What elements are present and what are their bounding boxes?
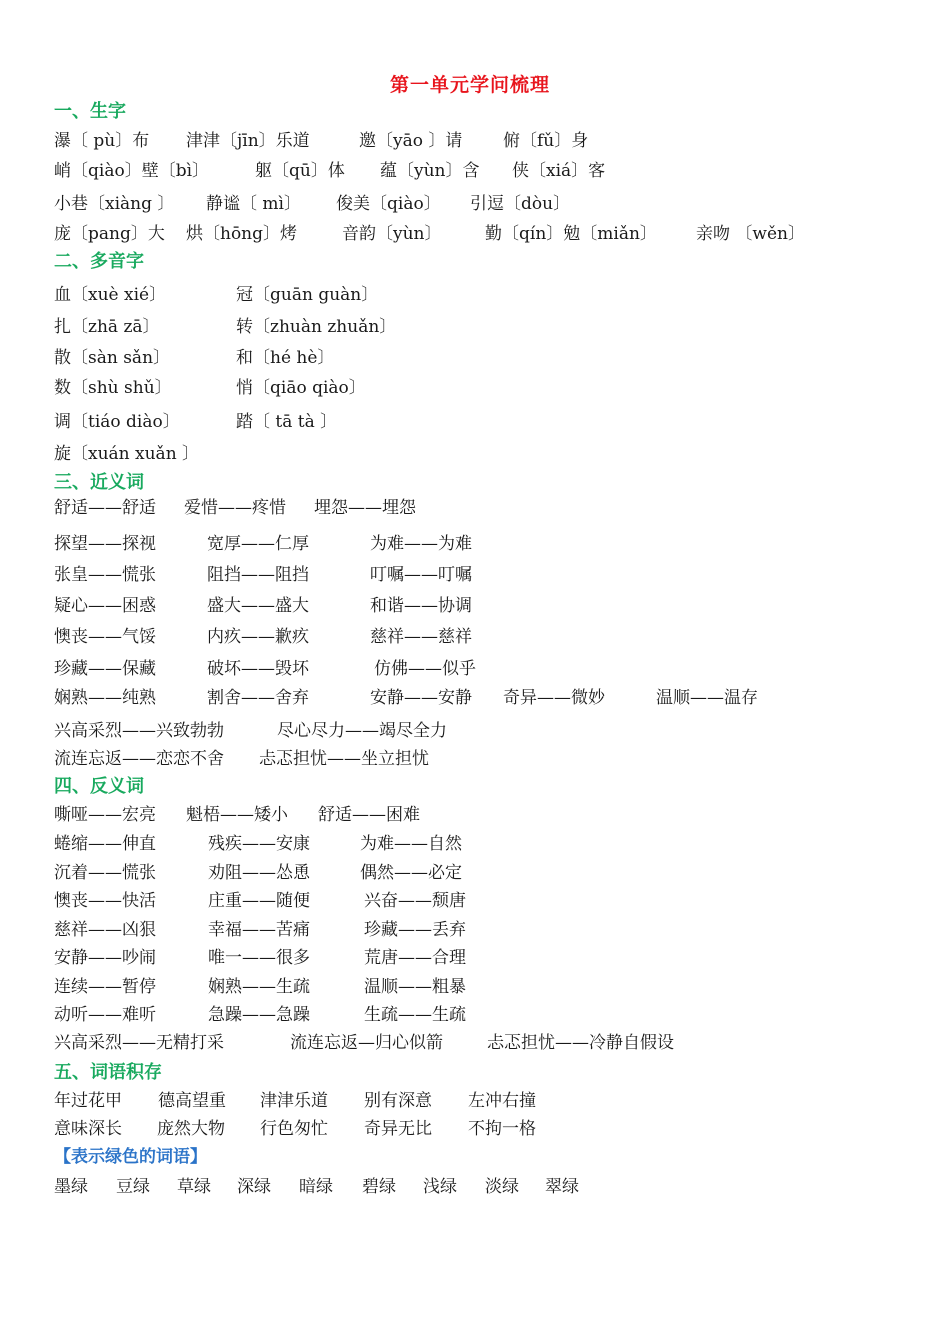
entry-item: 转〔zhuàn zhuǎn〕 <box>236 317 397 337</box>
entry-item: 调〔tiáo diào〕 <box>54 412 180 432</box>
section-fanyici-row <box>54 945 934 971</box>
entry-item: 墨绿 <box>54 1177 88 1197</box>
entry-item: 别有深意 <box>364 1091 432 1111</box>
entry-item: 仿佛——似乎 <box>374 659 476 679</box>
entry-item: 珍藏——丢弃 <box>364 920 466 940</box>
section-fanyici-row <box>54 1030 934 1056</box>
entry-item: 暗绿 <box>299 1177 333 1197</box>
entry-item: 为难——为难 <box>370 534 472 554</box>
entry-item: 魁梧——矮小 <box>186 805 288 825</box>
section-jinyici-row <box>54 718 934 744</box>
entry-item: 勤〔qín〕勉〔miǎn〕 <box>485 224 657 244</box>
entry-item: 行色匆忙 <box>260 1119 328 1139</box>
section-duoyinzi-row <box>54 409 934 435</box>
entry-item: 探望——探视 <box>54 534 156 554</box>
entry-item: 蕴〔yùn〕含 <box>380 161 480 181</box>
entry-item: 宽厚——仁厚 <box>207 534 309 554</box>
entry-item: 德高望重 <box>158 1091 226 1111</box>
entry-item: 忐忑担忧——坐立担忧 <box>259 749 429 769</box>
entry-item: 兴奋——颓唐 <box>364 891 466 911</box>
entry-item: 旋〔xuán xuǎn 〕 <box>54 444 200 464</box>
section-jinyici-row <box>54 495 934 521</box>
entry-item: 懊丧——快活 <box>54 891 156 911</box>
section-duoyinzi-row <box>54 375 934 401</box>
entry-item: 血〔xuè xié〕 <box>54 285 167 305</box>
entry-item: 翠绿 <box>545 1177 579 1197</box>
entry-item: 俊美〔qiào〕 <box>336 194 441 214</box>
entry-item: 邀〔yāo 〕请 <box>359 131 463 151</box>
section-jinyici-row <box>54 562 934 588</box>
section-fanyici-row <box>54 888 934 914</box>
entry-item: 阻挡——阻挡 <box>207 565 309 585</box>
page-title: 第一单元学问梳理 <box>389 74 550 96</box>
section-shengzi-row <box>54 191 934 217</box>
section-lvse-ciyu-row <box>54 1174 934 1200</box>
section-fanyici-row <box>54 860 934 886</box>
entry-item: 庄重——随便 <box>208 891 310 911</box>
entry-item: 舒适——困难 <box>318 805 420 825</box>
entry-item: 动听——难听 <box>54 1005 156 1025</box>
entry-item: 碧绿 <box>362 1177 396 1197</box>
entry-item: 安静——安静 <box>370 688 472 708</box>
entry-item: 珍藏——保藏 <box>54 659 156 679</box>
entry-item: 为难——自然 <box>360 834 462 854</box>
entry-item: 小巷〔xiàng 〕 <box>54 194 175 214</box>
entry-item: 和〔hé hè〕 <box>236 348 335 368</box>
section-duoyinzi-row <box>54 441 934 467</box>
section-duoyinzi-row <box>54 282 934 308</box>
entry-item: 瀑〔 pù〕布 <box>54 131 150 151</box>
entry-item: 津津乐道 <box>260 1091 328 1111</box>
entry-item: 割舍——舍弃 <box>207 688 309 708</box>
entry-item: 连续——暂停 <box>54 977 156 997</box>
section-ciyu-jicun-row <box>54 1116 934 1142</box>
entry-item: 躯〔qū〕体 <box>255 161 345 181</box>
section-jinyici-row <box>54 593 934 619</box>
entry-item: 内疚——歉疚 <box>207 627 309 647</box>
entry-item: 豆绿 <box>116 1177 150 1197</box>
entry-item: 津津〔jīn〕乐道 <box>186 131 310 151</box>
entry-item: 奇异无比 <box>364 1119 432 1139</box>
entry-item: 亲吻 〔wěn〕 <box>696 224 805 244</box>
entry-item: 偶然——必定 <box>360 863 462 883</box>
section-duoyinzi-row <box>54 345 934 371</box>
entry-item: 沉着——慌张 <box>54 863 156 883</box>
entry-item: 兴高采烈——兴致勃勃 <box>54 721 224 741</box>
section-jinyici-row <box>54 656 934 682</box>
entry-item: 静谧〔 mì〕 <box>206 194 301 214</box>
entry-item: 深绿 <box>237 1177 271 1197</box>
entry-item: 劝阻——怂恿 <box>208 863 310 883</box>
section-fanyici-row <box>54 974 934 1000</box>
section-ciyu-jicun-heading: 五、词语积存 <box>54 1062 162 1083</box>
section-fanyici-row <box>54 917 934 943</box>
section-shengzi-row <box>54 221 934 247</box>
entry-item: 慈祥——凶狠 <box>54 920 156 940</box>
entry-item: 庞〔pang〕大 <box>54 224 165 244</box>
entry-item: 忐忑担忧——冷静自假设 <box>487 1033 674 1053</box>
section-shengzi-row <box>54 158 934 184</box>
entry-item: 烘〔hōng〕烤 <box>186 224 298 244</box>
entry-item: 尽心尽力——竭尽全力 <box>277 721 447 741</box>
entry-item: 不拘一格 <box>468 1119 536 1139</box>
entry-item: 兴高采烈——无精打采 <box>54 1033 224 1053</box>
entry-item: 浅绿 <box>423 1177 457 1197</box>
section-jinyici-heading: 三、近义词 <box>54 472 144 493</box>
entry-item: 叮嘱——叮嘱 <box>370 565 472 585</box>
section-duoyinzi-heading: 二、多音字 <box>54 251 144 272</box>
entry-item: 懊丧——气馁 <box>54 627 156 647</box>
entry-item: 急躁——急躁 <box>208 1005 310 1025</box>
section-jinyici-row <box>54 746 934 772</box>
entry-item: 淡绿 <box>485 1177 519 1197</box>
entry-item: 温顺——粗暴 <box>364 977 466 997</box>
entry-item: 俯〔fǔ〕身 <box>503 131 589 151</box>
section-shengzi-heading: 一、生字 <box>54 101 126 122</box>
entry-item: 草绿 <box>177 1177 211 1197</box>
entry-item: 爱惜——疼惜 <box>184 498 286 518</box>
section-fanyici-heading: 四、反义词 <box>54 776 144 797</box>
entry-item: 破坏——毁坏 <box>207 659 309 679</box>
entry-item: 悄〔qiāo qiào〕 <box>236 378 366 398</box>
entry-item: 侠〔xiá〕客 <box>512 161 606 181</box>
section-jinyici-row <box>54 685 934 711</box>
section-ciyu-jicun-row <box>54 1088 934 1114</box>
entry-item: 埋怨——埋怨 <box>314 498 416 518</box>
entry-item: 散〔sàn sǎn〕 <box>54 348 171 368</box>
entry-item: 温顺——温存 <box>656 688 758 708</box>
entry-item: 嘶哑——宏亮 <box>54 805 156 825</box>
section-duoyinzi-row <box>54 314 934 340</box>
entry-item: 唯一——很多 <box>208 948 310 968</box>
entry-item: 蜷缩——伸直 <box>54 834 156 854</box>
entry-item: 娴熟——纯熟 <box>54 688 156 708</box>
entry-item: 张皇——慌张 <box>54 565 156 585</box>
entry-item: 音韵〔yùn〕 <box>342 224 442 244</box>
section-fanyici-row <box>54 802 934 828</box>
entry-item: 流连忘返——恋恋不舍 <box>54 749 224 769</box>
section-shengzi-row <box>54 128 934 154</box>
entry-item: 幸福——苦痛 <box>208 920 310 940</box>
entry-item: 和谐——协调 <box>370 596 472 616</box>
entry-item: 引逗〔dòu〕 <box>470 194 571 214</box>
entry-item: 峭〔qiào〕壁〔bì〕 <box>54 161 210 181</box>
entry-item: 年过花甲 <box>54 1091 122 1111</box>
section-fanyici-row <box>54 831 934 857</box>
entry-item: 冠〔guān guàn〕 <box>236 285 379 305</box>
entry-item: 数〔shù shǔ〕 <box>54 378 172 398</box>
entry-item: 流连忘返—归心似箭 <box>290 1033 443 1053</box>
entry-item: 意味深长 <box>54 1119 122 1139</box>
entry-item: 荒唐——合理 <box>364 948 466 968</box>
entry-item: 慈祥——慈祥 <box>370 627 472 647</box>
entry-item: 庞然大物 <box>157 1119 225 1139</box>
entry-item: 舒适——舒适 <box>54 498 156 518</box>
entry-item: 安静——吵闹 <box>54 948 156 968</box>
section-jinyici-row <box>54 624 934 650</box>
entry-item: 生疏——生疏 <box>364 1005 466 1025</box>
entry-item: 盛大——盛大 <box>207 596 309 616</box>
entry-item: 踏〔 tā tà 〕 <box>236 412 338 432</box>
entry-item: 奇异——微妙 <box>503 688 605 708</box>
section-lvse-ciyu-heading: 【表示绿色的词语】 <box>54 1147 207 1167</box>
entry-item: 左冲右撞 <box>468 1091 536 1111</box>
entry-item: 残疾——安康 <box>208 834 310 854</box>
entry-item: 娴熟——生疏 <box>208 977 310 997</box>
section-fanyici-row <box>54 1002 934 1028</box>
section-jinyici-row <box>54 531 934 557</box>
entry-item: 扎〔zhā zā〕 <box>54 317 160 337</box>
entry-item: 疑心——困惑 <box>54 596 156 616</box>
